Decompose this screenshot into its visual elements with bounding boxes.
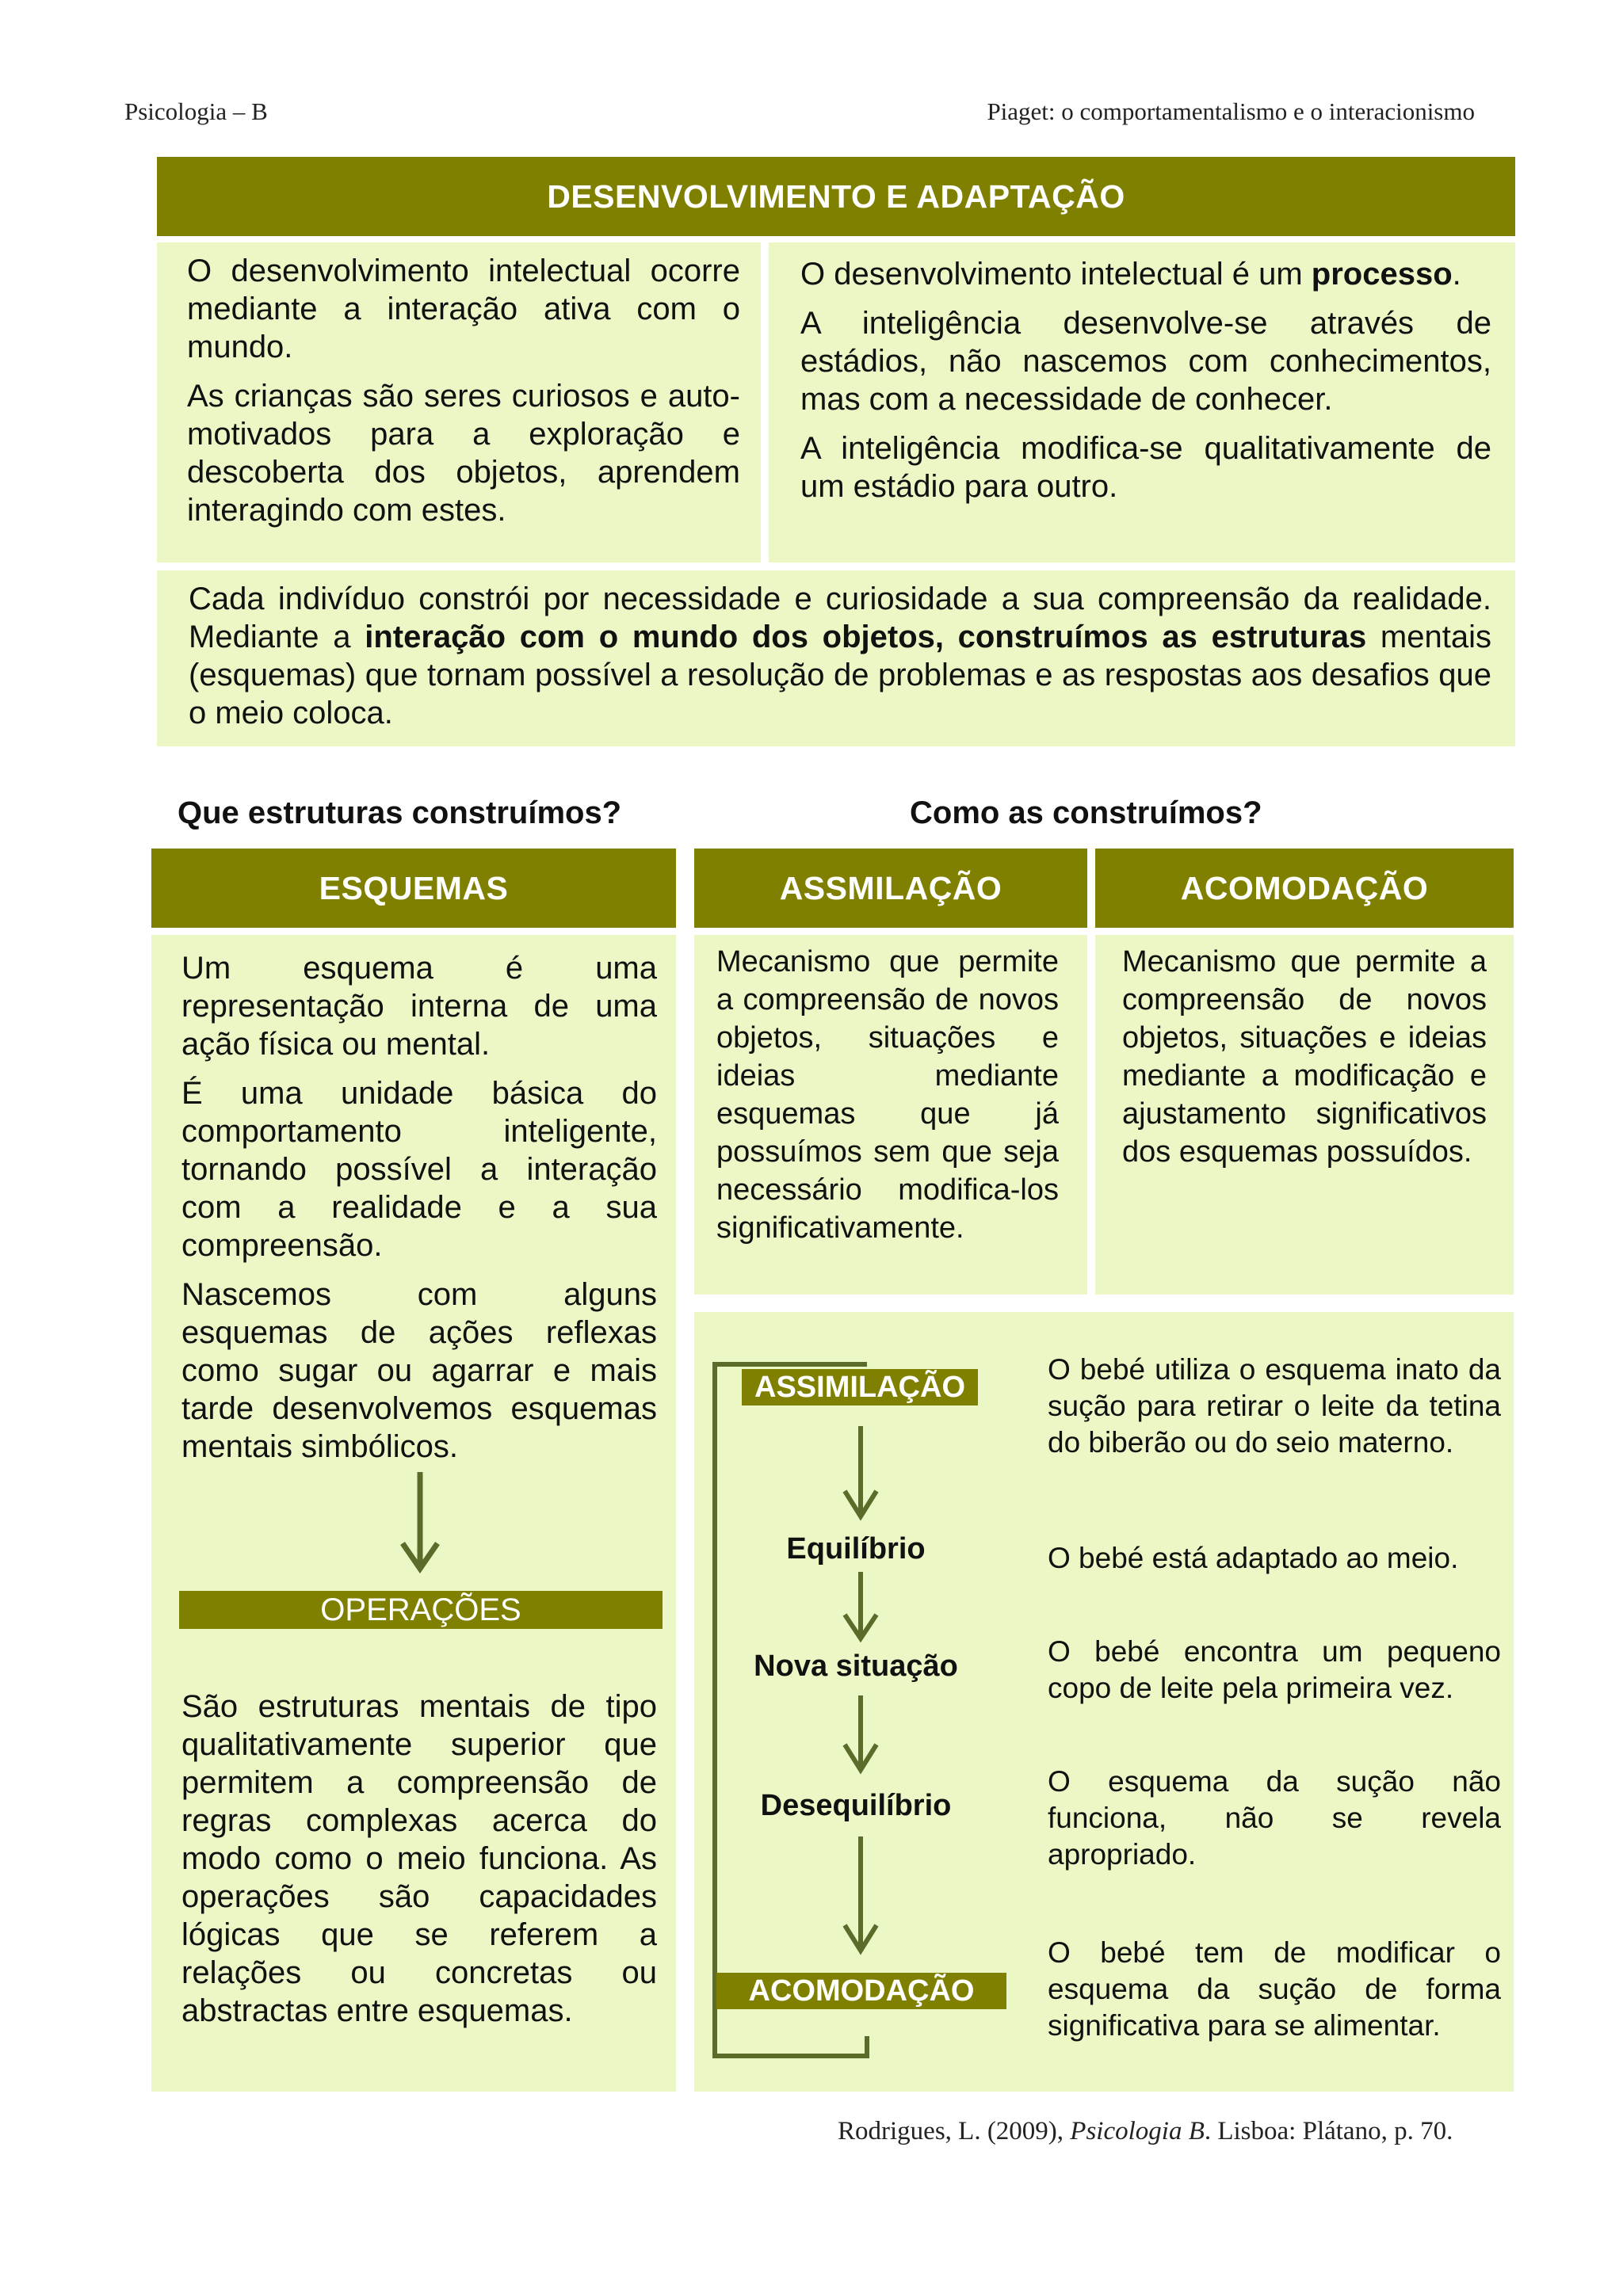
acomodacao-text: Mecanismo que permite a compreensão de novos objetos, situações e ideias mediante a modificação e ajustamento significativos dos esquemas possuídos. — [1122, 945, 1487, 1169]
flow-desc-3-text: O bebé encontra um pequeno copo de leite pela primeira vez. — [1048, 1635, 1501, 1704]
box-individual-construction — [157, 570, 1515, 746]
arrow-down-icon-2 — [840, 1572, 881, 1643]
header-left: Psicologia – B — [124, 97, 268, 125]
esquemas-title: ESQUEMAS — [151, 849, 676, 928]
flow-desc-1 — [1048, 1352, 1501, 1461]
flow-desc-2-text: O bebé está adaptado ao meio. — [1048, 1542, 1459, 1574]
box-wide-text — [189, 580, 1491, 732]
flow-nova-situacao: Nova situação — [754, 1650, 958, 1683]
flow-desc-4 — [1048, 1764, 1501, 1873]
arrow-down-icon-3 — [840, 1695, 881, 1775]
citation-prefix: Rodrigues, L. (2009), — [838, 2117, 1071, 2145]
box-left-p2: As crianças são seres curiosos e auto-motivados para a exploração e descoberta dos objetos, aprendem interagindo com estes. — [187, 379, 740, 528]
box-development-process — [769, 242, 1515, 563]
header-right: Piaget: o comportamentalismo e o interacionismo — [987, 97, 1475, 125]
acomodacao-panel — [1095, 935, 1514, 1295]
box-right-p1 — [800, 255, 1491, 293]
box-wide-part2: mentais (esquemas) que tornam possível a resolução de problemas e as respostas aos desafios que o meio coloca. — [189, 620, 1491, 730]
box-right-p1-prefix: O desenvolvimento intelectual é um — [800, 257, 1303, 292]
box-development-interaction — [157, 242, 761, 563]
box-wide-bold: interação com o mundo dos objetos, construímos as estruturas — [365, 620, 1367, 654]
arrow-down-icon — [396, 1472, 444, 1575]
question-how: Como as construímos? — [910, 795, 1262, 830]
assimilacao-title: ASSMILAÇÃO — [694, 849, 1087, 928]
box-wide-part1: Cada indivíduo constrói por necessidade e curiosidade a sua compreensão da realidade. Mediante a — [189, 582, 1491, 654]
box-right-p1-suffix: . — [1452, 257, 1461, 292]
citation-title: Psicologia B — [1070, 2117, 1205, 2145]
citation-suffix: . Lisboa: Plátano, p. 70. — [1204, 2117, 1453, 2145]
esquemas-text-bottom — [181, 1688, 657, 2041]
flow-desc-3 — [1048, 1634, 1501, 1707]
flow-assimilacao-label: ASSIMILAÇÃO — [742, 1369, 978, 1405]
flow-desc-2 — [1048, 1540, 1501, 1577]
esquemas-text-top — [181, 949, 657, 1477]
esquemas-p1: Um esquema é uma representação interna de uma ação física ou mental. — [181, 951, 657, 1062]
esquemas-p2: É uma unidade básica do comportamento inteligente, tornando possível a interação com a realidade e a sua compreensão. — [181, 1076, 657, 1263]
esquemas-p4: São estruturas mentais de tipo qualitativamente superior que permitem a compreensão de regras complexas acerca do modo como o meio funciona. As operações são capacidades lógicas que se referem a relações ou concretas ou abstractas entre esquemas. — [181, 1689, 657, 2028]
acomodacao-title: ACOMODAÇÃO — [1095, 849, 1514, 928]
assimilacao-text: Mecanismo que permite a compreensão de novos objetos, situações e ideias mediante esquemas que já possuímos sem que seja necessário modifica-los significativamente. — [716, 945, 1059, 1245]
question-structures: Que estruturas construímos? — [178, 795, 622, 830]
flow-desequilibrio: Desequilíbrio — [760, 1789, 952, 1822]
flow-desc-5 — [1048, 1935, 1501, 2044]
box-right-p2: A inteligência desenvolve-se através de estádios, não nascemos com conhecimentos, mas com a necessidade de conhecer. — [800, 306, 1491, 417]
box-right-p1-bold: processo — [1311, 257, 1453, 292]
arrow-down-icon-4 — [840, 1836, 881, 1955]
esquemas-p3: Nascemos com alguns esquemas de ações reflexas como sugar ou agarrar e mais tarde desenvolvemos esquemas mentais simbólicos. — [181, 1277, 657, 1464]
assimilacao-panel — [694, 935, 1087, 1295]
citation — [838, 2117, 1453, 2146]
arrow-down-icon-1 — [840, 1426, 881, 1521]
flow-equilibrio: Equilíbrio — [786, 1532, 926, 1566]
operacoes-label: OPERAÇÕES — [179, 1591, 663, 1629]
flow-desc-4-text: O esquema da sução não funciona, não se revela apropriado. — [1048, 1765, 1501, 1871]
flow-desc-5-text: O bebé tem de modificar o esquema da sução de forma significativa para se alimentar. — [1048, 1936, 1501, 2042]
main-title: DESENVOLVIMENTO E ADAPTAÇÃO — [157, 157, 1515, 236]
box-left-p1: O desenvolvimento intelectual ocorre mediante a interação ativa com o mundo. — [187, 254, 740, 364]
flow-acomodacao-label: ACOMODAÇÃO — [716, 1973, 1006, 2009]
box-right-p3: A inteligência modifica-se qualitativamente de um estádio para outro. — [800, 431, 1491, 504]
flow-desc-1-text: O bebé utiliza o esquema inato da sução para retirar o leite da tetina do biberão ou do seio materno. — [1048, 1353, 1501, 1459]
